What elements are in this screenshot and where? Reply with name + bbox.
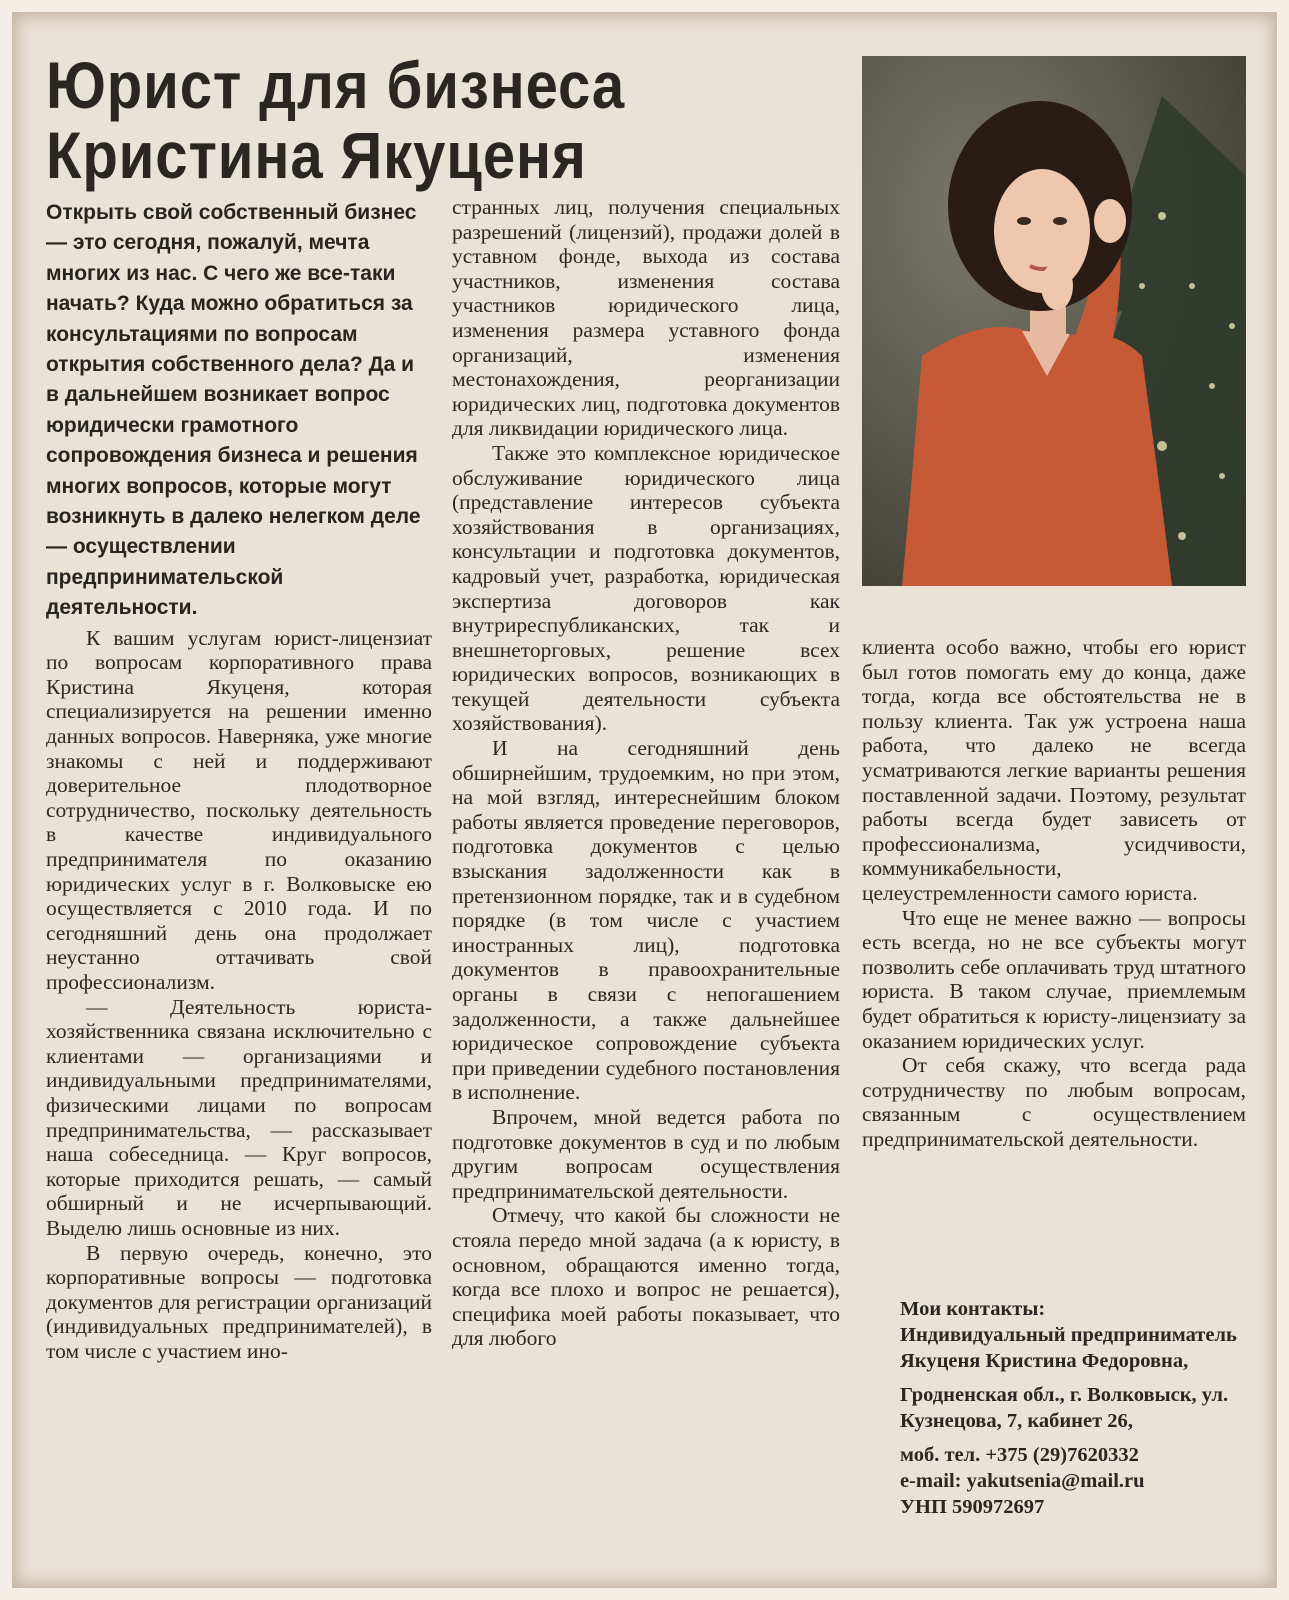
paragraph: — Деятельность юриста-хозяйственника связана исключительно с клиентами — организациями и индивидуальными предпринимателями, физическими лицами по вопросам предпринимательства, — рассказывает наша собеседница. — Круг вопросов, которые приходится решать, — самый обширный и не исчерпывающий. Выделю лишь основные из них. <box>46 994 432 1240</box>
headline-line-1: Юрист для бизнеса <box>46 48 626 122</box>
paragraph: И на сегодняшний день обширнейшим, трудоемким, но при этом, на мой взгляд, интереснейшим блоком работы является проведение переговоров, подготовка документов с целью взыскания задолженности как в претензионном порядке, так и в судебном порядке (в том числе с участием иностранных лиц), подготовка документов в правоохранительные органы в связи с непогашением задолженности, а также дальнейшее юридическое сопровождение субъекта при приведении судебного постановления в исполнение. <box>452 736 840 1105</box>
paragraph: От себя скажу, что всегда рада сотрудничеству по любым вопросам, связанным с осуществлением предпринимательской деятельности. <box>862 1053 1246 1151</box>
paragraph: Также это комплексное юридическое обслуживание юридического лица (представление интересов субъекта хозяйствования в организациях, консультации и подготовка документов, кадровый учет, разработка, юридическая экспертиза договоров как внутриреспубликанских, так и внешнеторговых, решение всех юридических вопросов, возникающих в текущей деятельности субъекта хозяйствования). <box>452 440 840 736</box>
paragraph: Впрочем, мной ведется работа по подготовке документов в суд и по любым другим вопросам осуществления предпринимательской деятельности. <box>452 1104 840 1203</box>
contacts-block <box>900 1296 1246 1520</box>
lead-paragraph: Открыть свой собственный бизнес — это сегодня, пожалуй, мечта многих из нас. С чего же все-таки начать? Куда можно обратиться за консультациями по вопросам открытия собственного дела? Да и в дальнейшем возникает вопрос юридически грамотного сопровождения бизнеса и решения многих вопросов, которые могут возникнуть в далеко нелегком деле — осуществлении предпринимательской деятельности. <box>46 201 421 620</box>
paragraph: клиента особо важно, чтобы его юрист был готов помогать ему до конца, даже тогда, когда все обстоятельства не в пользу клиента. Так уж устроена наша работа, что далеко не всегда усматриваются легкие варианты решения поставленной задачи. Поэтому, результат работы всегда будет зависеть от профессионализма, усидчивости, коммуникабельности, целеустремленности самого юриста. <box>862 635 1246 905</box>
contacts-email: e-mail: yakutsenia@mail.ru <box>900 1470 1145 1492</box>
headline <box>46 50 750 190</box>
contacts-name: Индивидуальный предприниматель Якуценя Кристина Федоровна, <box>900 1324 1237 1372</box>
article-column-3 <box>862 635 1246 1285</box>
paragraph: Что еще не менее важно — вопросы есть всегда, но не все субъекты могут позволить себе оплачивать труд штатного юриста. В таком случае, приемлемым будет обратиться к юристу-лицензиату за оказанием юридических услуг. <box>862 905 1246 1053</box>
paragraph: Отмечу, что какой бы сложности не стояла передо мной задача (а к юристу, в основном, обращаются именно тогда, когда все плохо и вопрос не решается), специфика моей работы показывает, что для любого <box>452 1203 840 1351</box>
paragraph: странных лиц, получения специальных разрешений (лицензий), продажи долей в уставном фонде, выхода из состава участников, изменения состава участников юридического лица, изменения размера уставного фонда организаций, изменения местонахождения, реорганизации юридических лиц, подготовка документов для ликвидации юридического лица. <box>452 195 840 441</box>
contacts-unp: УНП 590972697 <box>900 1496 1045 1518</box>
paragraph: К вашим услугам юрист-лицензиат по вопросам корпоративного права Кристина Якуценя, которая специализируется на решении именно данных вопросов. Наверняка, уже многие знакомы с ней и поддерживают доверительное плодотворное сотрудничество, поскольку деятельность в качестве индивидуального предпринимателя по оказанию юридических услуг в г. Волковыске ею осуществляется с 2010 года. И по сегодняшний день она продолжает неустанно оттачивать свой профессионализм. <box>46 625 432 994</box>
paragraph: В первую очередь, конечно, это корпоративные вопросы — подготовка документов для регистрации организаций (индивидуальных предпринимателей), в том числе с участием ино- <box>46 1240 432 1363</box>
contacts-address: Гродненская обл., г. Волковыск, ул. Кузнецова, 7, кабинет 26, <box>900 1384 1229 1432</box>
contacts-phone: моб. тел. +375 (29)7620332 <box>900 1444 1139 1466</box>
headline-line-2: Кристина Якуценя <box>46 118 587 192</box>
newspaper-page <box>12 12 1277 1588</box>
contacts-heading: Мои контакты: <box>900 1298 1046 1320</box>
article-column-1 <box>46 198 432 1578</box>
portrait-photo <box>862 56 1246 586</box>
article-column-2 <box>452 195 840 1578</box>
